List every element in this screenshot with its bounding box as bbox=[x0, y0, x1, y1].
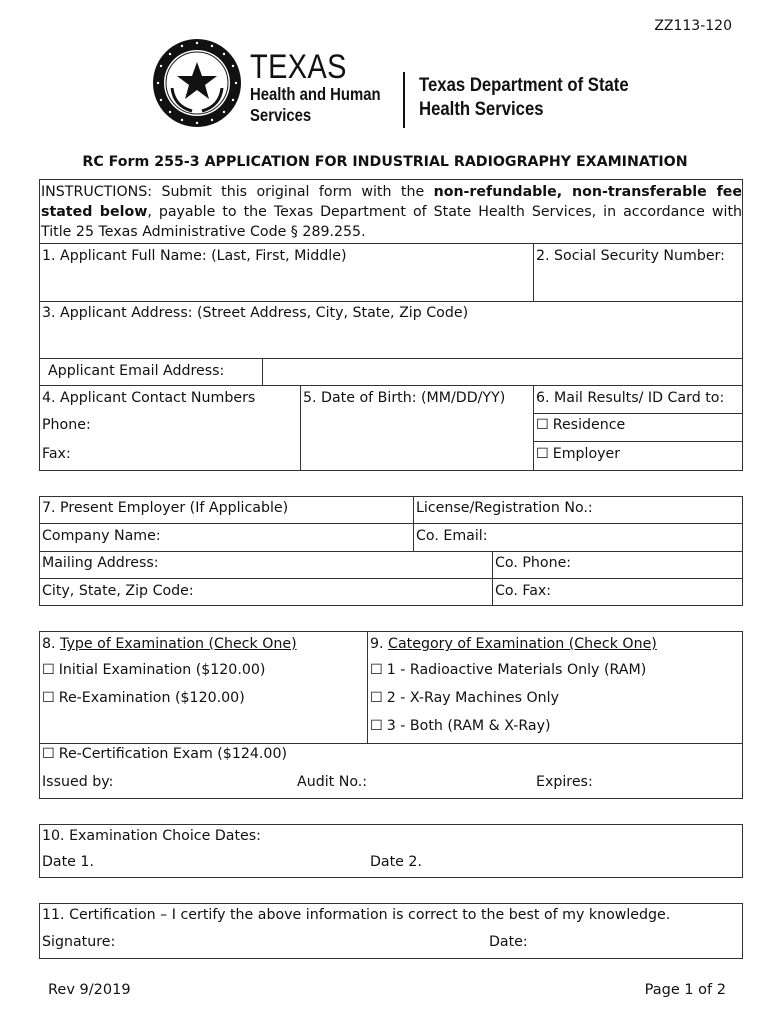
company-email-field[interactable]: Co. Email: bbox=[416, 528, 488, 544]
category-xray-checkbox[interactable]: ☐ 2 - X-Ray Machines Only bbox=[370, 690, 559, 706]
full-name-field[interactable]: 1. Applicant Full Name: (Last, First, Middle) bbox=[42, 248, 347, 264]
dept-name bbox=[419, 74, 629, 122]
category-ram-checkbox[interactable]: ☐ 1 - Radioactive Materials Only (RAM) bbox=[370, 662, 647, 678]
company-phone-field[interactable]: Co. Phone: bbox=[495, 555, 572, 571]
fax-field[interactable]: Fax: bbox=[42, 446, 71, 462]
ssn-field[interactable]: 2. Social Security Number: bbox=[536, 248, 725, 264]
dept-line1: Texas Department of State bbox=[419, 75, 629, 96]
initial-exam-checkbox[interactable]: ☐ Initial Examination ($120.00) bbox=[42, 662, 266, 678]
checkbox-icon: ☐ bbox=[370, 690, 383, 706]
logo-divider bbox=[403, 72, 405, 128]
phone-field[interactable]: Phone: bbox=[42, 417, 91, 433]
contact-numbers-label: 4. Applicant Contact Numbers bbox=[42, 390, 256, 406]
mailing-address-field[interactable]: Mailing Address: bbox=[42, 555, 159, 571]
category-both-checkbox[interactable]: ☐ 3 - Both (RAM & X-Ray) bbox=[370, 718, 551, 734]
dept-line2: Health Services bbox=[419, 99, 544, 120]
city-state-zip-field[interactable]: City, State, Zip Code: bbox=[42, 583, 194, 599]
date2-field[interactable]: Date 2. bbox=[370, 854, 422, 870]
texas-seal-icon bbox=[152, 38, 242, 128]
checkbox-icon: ☐ bbox=[370, 662, 383, 678]
audit-no-field[interactable]: Audit No.: bbox=[297, 774, 368, 790]
logo-hhs bbox=[250, 84, 381, 126]
company-name-field[interactable]: Company Name: bbox=[42, 528, 161, 544]
issued-by-field[interactable]: Issued by: bbox=[42, 774, 114, 790]
recert-checkbox[interactable]: ☐ Re-Certification Exam ($124.00) bbox=[42, 746, 288, 762]
form-title: RC Form 255-3 APPLICATION FOR INDUSTRIAL RADIOGRAPHY EXAMINATION bbox=[82, 154, 688, 170]
checkbox-icon: ☐ bbox=[42, 662, 55, 678]
signature-date-field[interactable]: Date: bbox=[489, 934, 528, 950]
choice-dates-label: 10. Examination Choice Dates: bbox=[42, 828, 261, 844]
expires-field[interactable]: Expires: bbox=[536, 774, 593, 790]
email-field[interactable]: Applicant Email Address: bbox=[48, 363, 225, 379]
checkbox-icon: ☐ bbox=[42, 690, 55, 706]
company-fax-field[interactable]: Co. Fax: bbox=[495, 583, 552, 599]
checkbox-icon: ☐ bbox=[536, 417, 549, 433]
date1-field[interactable]: Date 1. bbox=[42, 854, 94, 870]
exam-section bbox=[39, 631, 743, 799]
checkbox-icon: ☐ bbox=[536, 446, 549, 462]
certification-statement: 11. Certification – I certify the above information is correct to the best of my knowledge. bbox=[42, 907, 671, 923]
residence-checkbox[interactable]: ☐ Residence bbox=[536, 417, 626, 433]
present-employer-label: 7. Present Employer (If Applicable) bbox=[42, 500, 289, 516]
signature-field[interactable]: Signature: bbox=[42, 934, 116, 950]
license-field[interactable]: License/Registration No.: bbox=[416, 500, 593, 516]
logo-line2: Services bbox=[250, 105, 312, 125]
checkbox-icon: ☐ bbox=[42, 746, 55, 762]
checkbox-icon: ☐ bbox=[370, 718, 383, 734]
instructions: INSTRUCTIONS: Submit this original form with the non-refundable, non-transferable fee stated below, payable to the Texas Department of State Health Services, in accordance with Title 25 Texas Administrative Code § 289.255. bbox=[41, 184, 743, 240]
form-code: ZZ113-120 bbox=[654, 18, 732, 34]
employer-checkbox[interactable]: ☐ Employer bbox=[536, 446, 621, 462]
mail-results-label: 6. Mail Results/ ID Card to: bbox=[536, 390, 725, 406]
revision-label: Rev 9/2019 bbox=[48, 982, 131, 998]
reexam-checkbox[interactable]: ☐ Re-Examination ($120.00) bbox=[42, 690, 245, 706]
logo-line1: Health and Human bbox=[250, 84, 381, 104]
exam-type-label: 8. Type of Examination (Check One) bbox=[42, 636, 297, 652]
exam-category-label: 9. Category of Examination (Check One) bbox=[370, 636, 657, 652]
dob-field[interactable]: 5. Date of Birth: (MM/DD/YY) bbox=[303, 390, 506, 406]
logo-texas: TEXAS bbox=[250, 48, 347, 86]
page-number: Page 1 of 2 bbox=[644, 982, 726, 998]
address-field[interactable]: 3. Applicant Address: (Street Address, City, State, Zip Code) bbox=[42, 305, 469, 321]
